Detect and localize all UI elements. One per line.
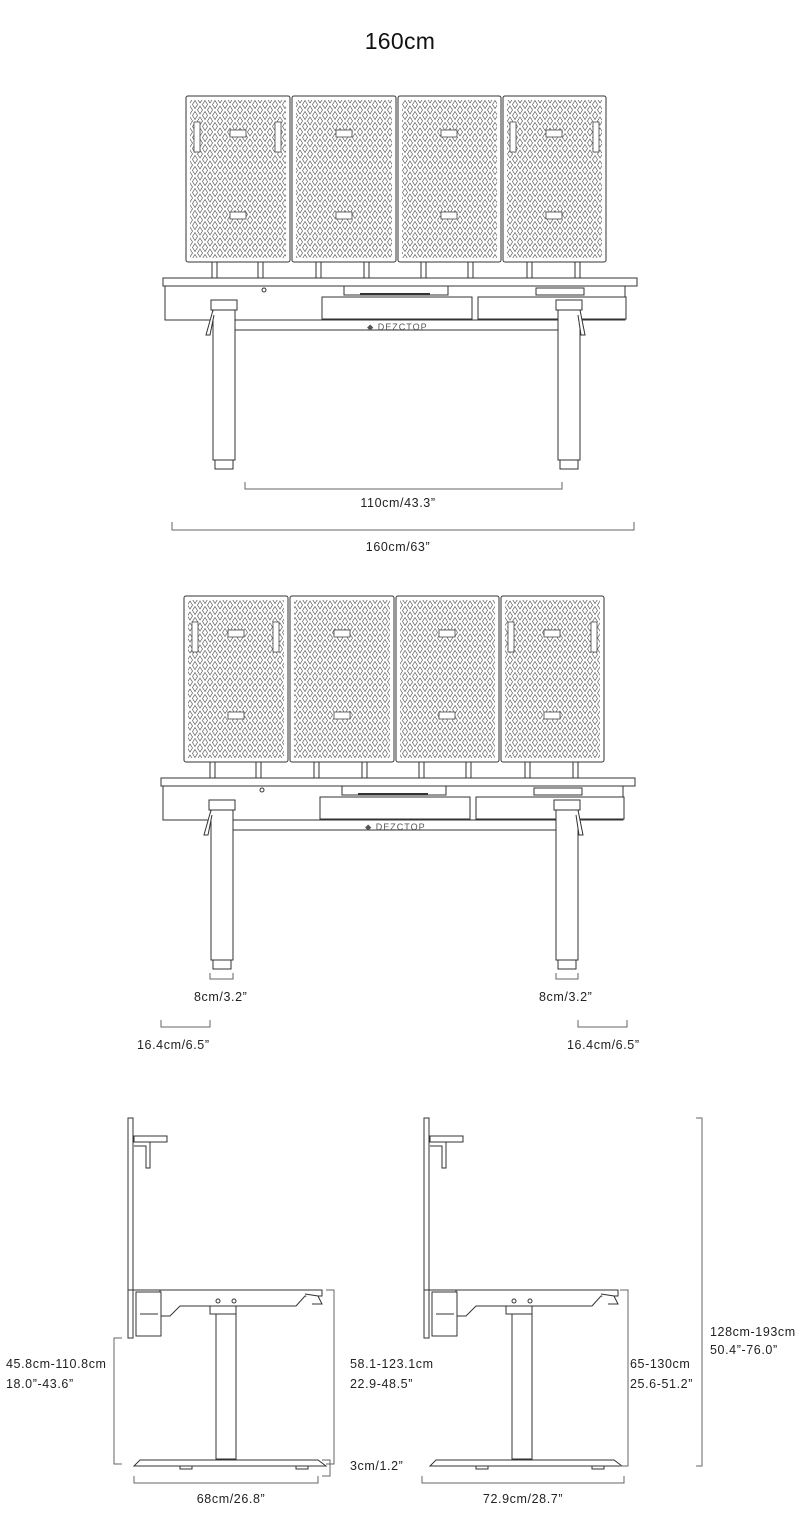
total-width-label: 160cm/63” <box>365 540 431 554</box>
desk-height-left-cm-label: 58.1-123.1cm <box>350 1357 434 1371</box>
brand-logo-2: ⬥ DEZCTOP <box>365 822 426 832</box>
base-height-label: 3cm/1.2” <box>350 1459 404 1473</box>
total-height-in-label: 50.4”-76.0” <box>710 1343 778 1357</box>
brand-logo-1: ⬥ DEZCTOP <box>367 322 428 332</box>
total-height-cm-label: 128cm-193cm <box>710 1325 796 1339</box>
depth-left-label: 68cm/26.8” <box>196 1492 266 1506</box>
page-title: 160cm <box>364 28 436 54</box>
panel-posts-1 <box>212 262 580 278</box>
height-range-in-label: 18.0”-43.6” <box>6 1377 74 1391</box>
desk-height-right-cm-label: 65-130cm <box>630 1357 691 1371</box>
desk-height-right-in-label: 25.6-51.2” <box>630 1377 693 1391</box>
base-right-label: 16.4cm/6.5” <box>567 1038 640 1052</box>
foot-right-label: 8cm/3.2” <box>539 990 593 1004</box>
height-range-cm-label: 45.8cm-110.8cm <box>6 1357 107 1371</box>
depth-right-label: 72.9cm/28.7” <box>482 1492 564 1506</box>
panel-posts-2 <box>210 762 578 778</box>
desk-height-left-in-label: 22.9-48.5” <box>350 1377 413 1391</box>
leg-span-label: 110cm/43.3” <box>360 496 436 510</box>
foot-left-label: 8cm/3.2” <box>194 990 248 1004</box>
side-view-right-drawing <box>424 1118 622 1469</box>
side-view-left-drawing <box>128 1118 326 1469</box>
base-left-label: 16.4cm/6.5” <box>137 1038 210 1052</box>
